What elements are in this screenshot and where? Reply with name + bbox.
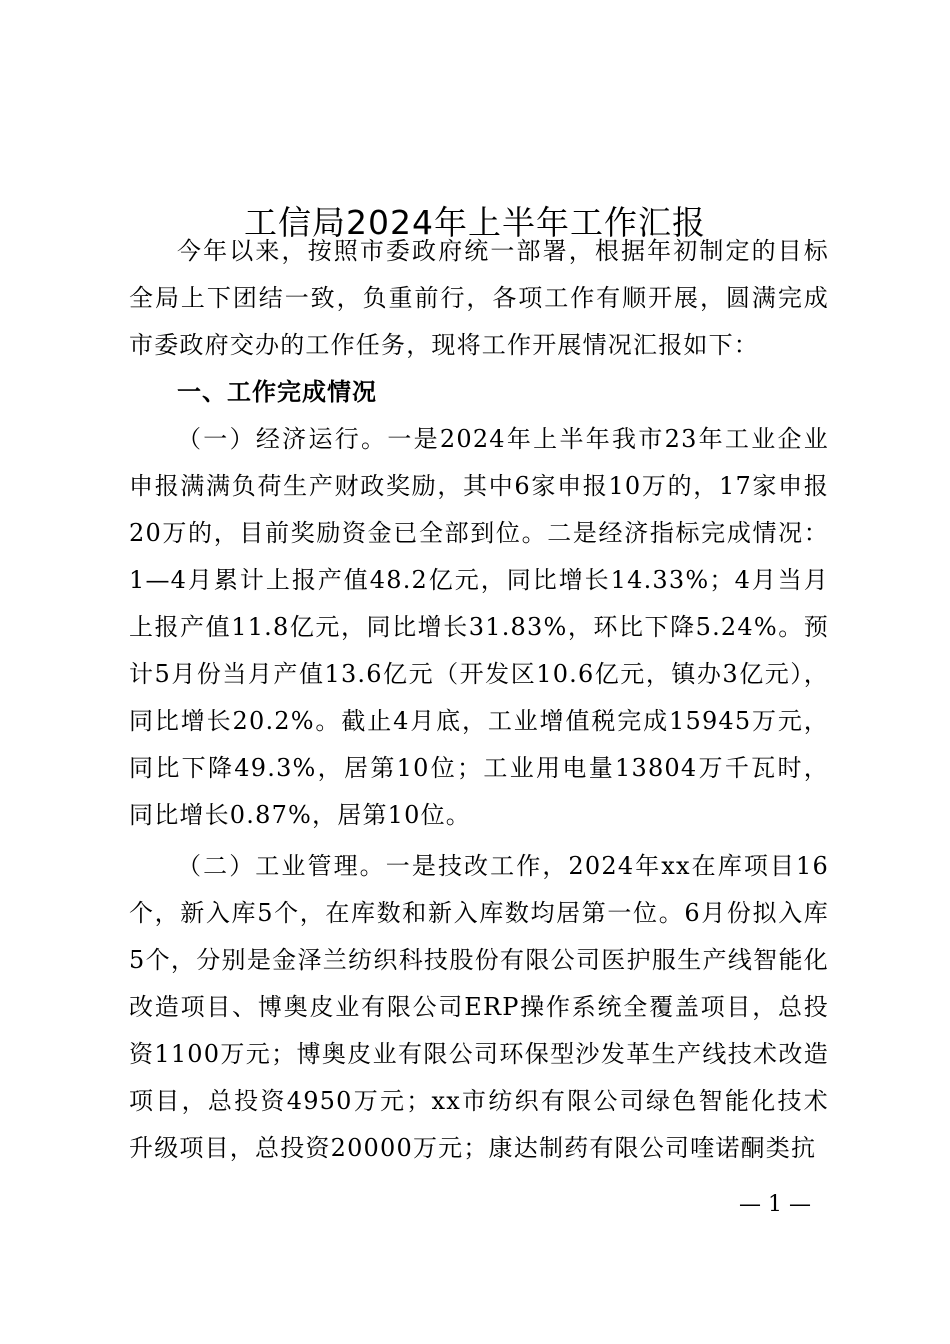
page-number: — 1 — xyxy=(739,1192,811,1217)
intro-paragraph: 今年以来，按照市委政府统一部署，根据年初制定的目标全局上下团结一致，负重前行，各项工作有顺开展，圆满完成市委政府交办的工作任务，现将工作开展情况汇报如下： xyxy=(129,237,829,359)
section-heading: 一、工作完成情况 xyxy=(177,378,377,406)
economy-paragraph: （一）经济运行。一是2024年上半年我市23年工业企业申报满满负荷生产财政奖励，其中6家申报10万的，17家申报20万的，目前奖励资金已全部到位。二是经济指标完成情况：1—4月累计上报产值48.2亿元，同比增长14.33%；4月当月上报产值11.8亿元，同比增长31.83%，环比下降5.24%。预计5月份当月产值13.6亿元（开发区10.6亿元，镇办3亿元），同比增长20.2%。截止4月底，工业增值税完成15945万元，同比下降49.3%，居第10位；工业用电量13804万千瓦时，同比增长0.87%，居第10位。 xyxy=(129,425,829,829)
industry-paragraph: （二）工业管理。一是技改工作，2024年xx在库项目16个，新入库5个，在库数和新入库数均居第一位。6月份拟入库5个，分别是金泽兰纺织科技股份有限公司医护服生产线智能化改造项目、博奥皮业有限公司ERP操作系统全覆盖项目，总投资1100万元；博奥皮业有限公司环保型沙发革生产线技术改造项目，总投资4950万元；xx市纺织有限公司绿色智能化技术升级项目，总投资20000万元；康达制药有限公司喹诺酮类抗 xyxy=(129,852,829,1162)
document-body xyxy=(129,228,829,1172)
document-title: 工信局2024年上半年工作汇报 xyxy=(244,203,706,243)
